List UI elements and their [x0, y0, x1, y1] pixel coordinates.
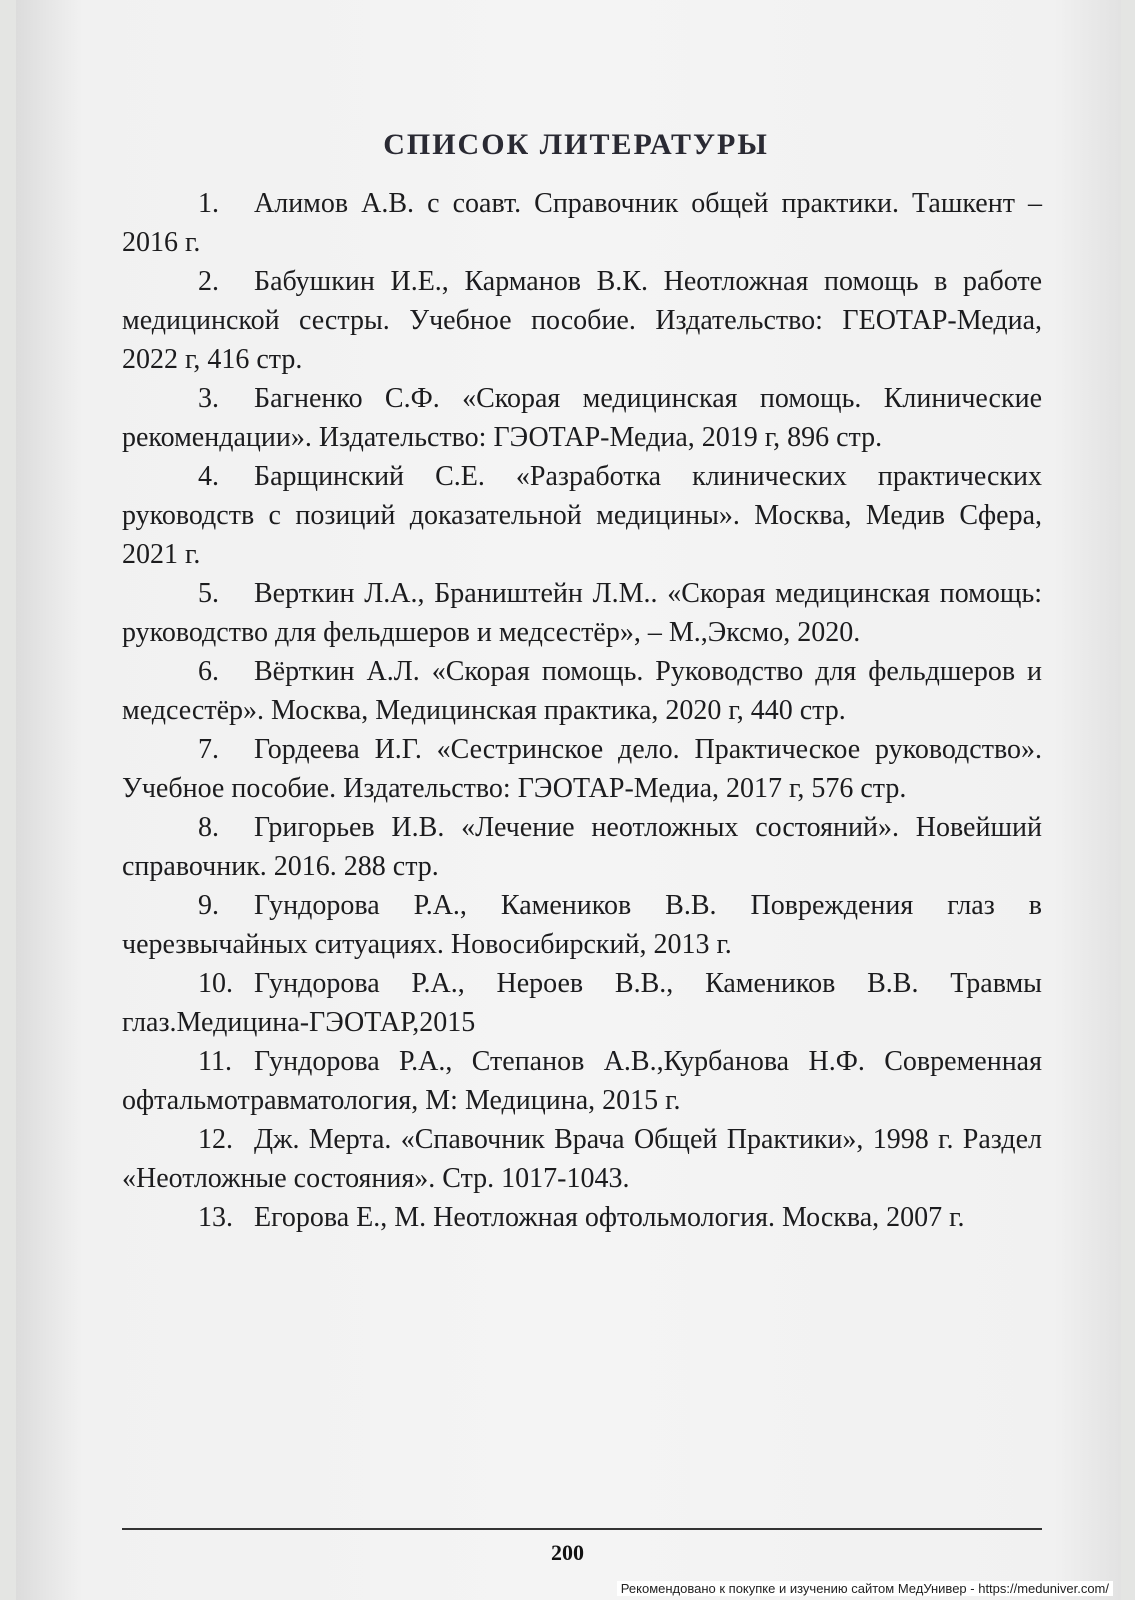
bibliography-entry [122, 652, 1042, 730]
entry-text: Вёрткин А.Л. «Скорая помощь. Руководство для фельдшеров и медсестёр». Москва, Медицинская практика, 2020 г, 440 стр. [122, 656, 1042, 726]
bibliography-entry [122, 1120, 1042, 1198]
bibliography-entry [122, 184, 1042, 262]
entry-text: Бабушкин И.Е., Карманов В.К. Неотложная помощь в работе медицинской сестры. Учебное пособие. Издательство: ГЕОТАР-Медиа, 2022 г, 416 стр. [122, 266, 1042, 375]
entry-number: 9. [198, 890, 219, 921]
bibliography-list [122, 184, 1042, 1237]
entry-text: Егорова Е., М. Неотложная офтольмология. Москва, 2007 г. [254, 1202, 965, 1233]
bibliography-entry [122, 262, 1042, 379]
entry-number: 6. [198, 656, 219, 687]
entry-number: 8. [198, 812, 219, 843]
entry-number: 13. [198, 1202, 233, 1233]
bibliography-entry [122, 964, 1042, 1042]
entry-number: 11. [198, 1046, 232, 1077]
footer-divider [122, 1528, 1042, 1530]
bibliography-entry [122, 457, 1042, 574]
entry-text: Гундорова Р.А., Нероев В.В., Камеников В.В. Травмы глаз.Медицина-ГЭОТАР,2015 [122, 968, 1042, 1038]
page-title: СПИСОК ЛИТЕРАТУРЫ [383, 128, 769, 161]
entry-number: 4. [198, 461, 219, 492]
entry-text: Гундорова Р.А., Степанов А.В.,Курбанова Н.Ф. Современная офтальмотравматология, М: Медицина, 2015 г. [122, 1046, 1042, 1116]
entry-number: 12. [198, 1124, 233, 1155]
entry-text: Барщинский С.Е. «Разработка клинических практических руководств с позиций доказательной медицины». Москва, Медив Сфера, 2021 г. [122, 461, 1042, 570]
entry-number: 7. [198, 734, 219, 765]
bibliography-entry [122, 808, 1042, 886]
bibliography-entry [122, 1198, 1042, 1237]
bibliography-entry [122, 886, 1042, 964]
watermark-link[interactable]: Рекомендовано к покупке и изучению сайтом МедУнивер - https://meduniver.com/ [617, 1581, 1113, 1596]
entry-number: 2. [198, 266, 219, 297]
entry-text: Гундорова Р.А., Камеников В.В. Повреждения глаз в черезвычайных ситуациях. Новосибирский, 2013 г. [122, 890, 1042, 960]
entry-number: 3. [198, 383, 219, 414]
page-number: 200 [551, 1540, 584, 1565]
bibliography-entry [122, 1042, 1042, 1120]
entry-number: 1. [198, 188, 219, 219]
entry-text: Григорьев И.В. «Лечение неотложных состояний». Новейший справочник. 2016. 288 стр. [122, 812, 1042, 882]
entry-text: Алимов А.В. с соавт. Справочник общей практики. Ташкент – 2016 г. [122, 188, 1042, 258]
entry-text: Багненко С.Ф. «Скорая медицинская помощь. Клинические рекомендации». Издательство: ГЭОТАР-Медиа, 2019 г, 896 стр. [122, 383, 1042, 453]
bibliography-entry [122, 379, 1042, 457]
entry-text: Верткин Л.А., Браништейн Л.М.. «Скорая медицинская помощь: руководство для фельдшеров и медсестёр», – М.,Эксмо, 2020. [122, 578, 1042, 648]
bibliography-entry [122, 730, 1042, 808]
entry-text: Гордеева И.Г. «Сестринское дело. Практическое руководство». Учебное пособие. Издательство: ГЭОТАР-Медиа, 2017 г, 576 стр. [122, 734, 1042, 804]
bibliography-entry [122, 574, 1042, 652]
entry-number: 5. [198, 578, 219, 609]
entry-number: 10. [198, 968, 233, 999]
book-page [16, 0, 1121, 1600]
entry-text: Дж. Мерта. «Спавочник Врача Общей Практики», 1998 г. Раздел «Неотложные состояния». Стр. 1017-1043. [122, 1124, 1042, 1194]
